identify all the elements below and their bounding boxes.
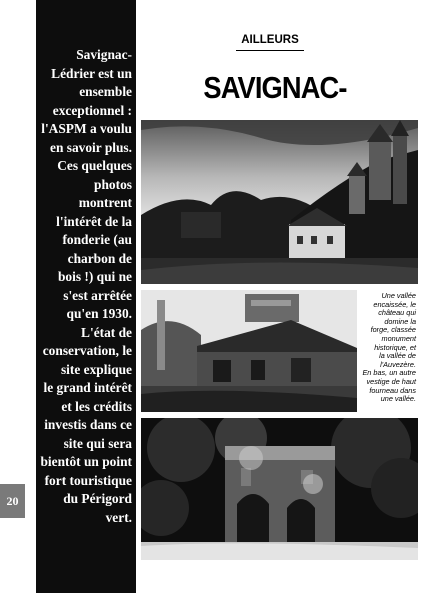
- photo-caption: [360, 292, 416, 404]
- intro-line: Lédrier est un: [51, 65, 132, 81]
- caption-line: forge, classée: [370, 325, 416, 335]
- caption-line: Une vallée: [381, 291, 416, 300]
- intro-line: qu'en 1930.: [66, 306, 132, 321]
- intro-line: l'ASPM a voulu: [41, 121, 132, 136]
- caption-line: une vallée.: [380, 394, 416, 404]
- intro-line: Ces quelques: [57, 158, 132, 173]
- intro-line: vert.: [105, 509, 132, 525]
- page-number: 20: [0, 484, 25, 518]
- caption-line: vestige de haut: [366, 376, 416, 386]
- title-line-1: SAVIGNAC-: [203, 70, 347, 105]
- photo-forge: [141, 290, 357, 412]
- caption-line: fourneau dans: [369, 385, 416, 395]
- intro-line: et les crédits: [61, 398, 132, 414]
- caption-line: encaissée, le: [373, 299, 416, 309]
- photo-blast-furnace: [141, 418, 418, 560]
- intro-line: l'intérêt de la: [56, 213, 132, 229]
- photo-castle-valley: [141, 120, 418, 284]
- intro-text: [40, 46, 132, 527]
- caption-line: château qui: [378, 308, 416, 318]
- intro-line: investis dans ce: [44, 417, 132, 432]
- intro-line: le grand intérêt: [43, 380, 132, 395]
- intro-line: montrent: [78, 195, 132, 210]
- intro-line: ensemble: [79, 84, 132, 99]
- caption-line: monument: [381, 333, 416, 343]
- intro-line: bientôt un point: [40, 454, 132, 469]
- intro-line: du Périgord: [63, 491, 132, 506]
- intro-line: site explique: [60, 361, 132, 377]
- intro-line: fort touristique: [44, 472, 132, 488]
- intro-line: bois !) qui ne: [57, 269, 132, 284]
- caption-line: la vallée de: [379, 351, 416, 361]
- intro-line: photos: [94, 176, 132, 192]
- intro-line: Savignac-: [76, 47, 132, 62]
- rubric-underline: [236, 50, 304, 51]
- section-rubric: AILLEURS: [241, 34, 299, 46]
- intro-line: site qui sera: [63, 435, 132, 451]
- intro-line: exceptionnel :: [52, 102, 132, 118]
- caption-line: domine la: [384, 316, 416, 326]
- intro-line: charbon de: [67, 250, 132, 266]
- caption-line: En bas, un autre: [362, 368, 416, 378]
- intro-line: en savoir plus.: [50, 139, 132, 155]
- intro-line: s'est arrêtée: [63, 287, 132, 303]
- caption-line: historique, et: [374, 342, 416, 352]
- caption-line: l'Auvezère.: [380, 359, 416, 369]
- intro-line: conservation, le: [42, 343, 132, 358]
- intro-line: fonderie (au: [62, 232, 132, 247]
- intro-line: L'état de: [81, 324, 132, 340]
